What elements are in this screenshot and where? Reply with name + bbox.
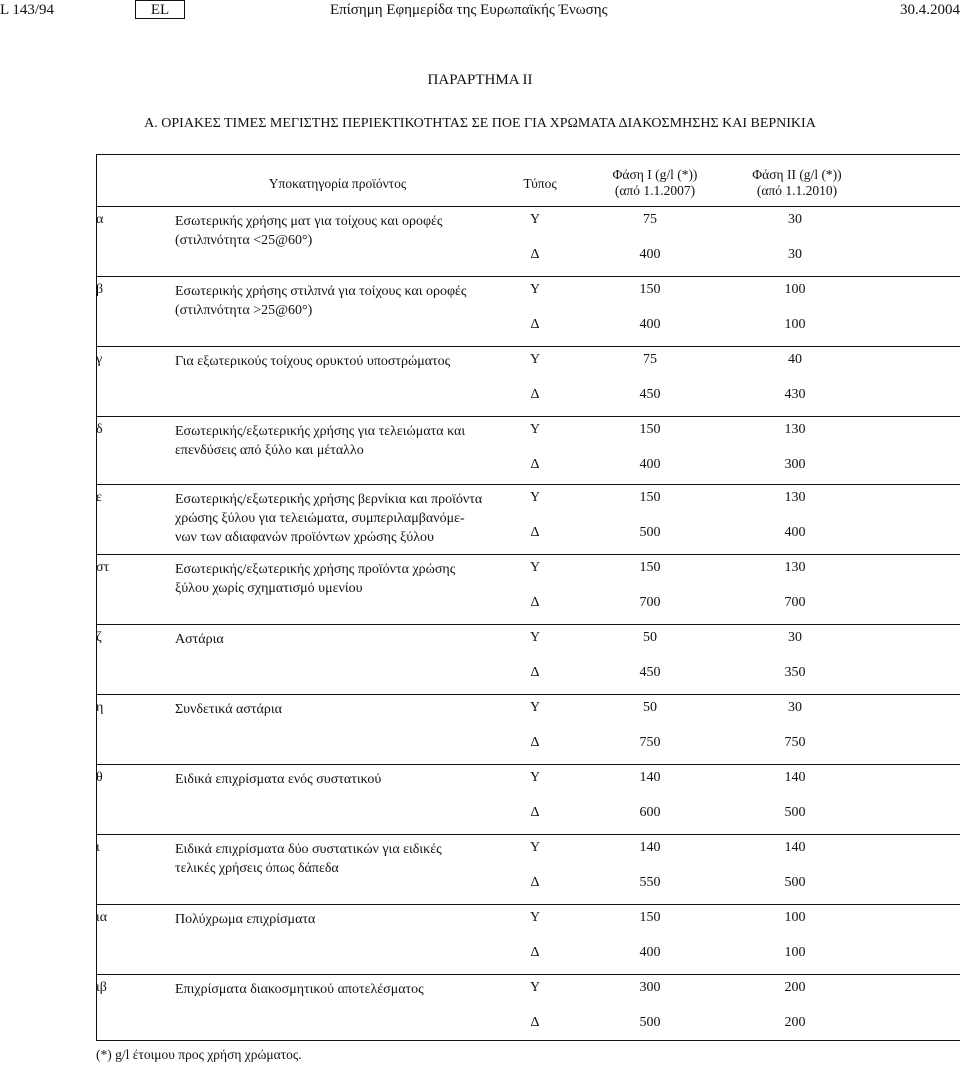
- row-letter-text: ιβ: [96, 980, 107, 995]
- phase1-value: 150: [639, 910, 661, 925]
- phase1-value: 700: [639, 595, 661, 610]
- row-description: [175, 630, 515, 649]
- table-rule: [96, 484, 960, 485]
- phase2-value: 40: [788, 352, 802, 367]
- phase2-value: 130: [784, 560, 806, 575]
- description-line: Εσωτερικής χρήσης στιλπνά για τοίχους και οροφές: [175, 284, 467, 299]
- phase1-value: 150: [639, 422, 661, 437]
- row-description: [175, 840, 515, 878]
- row-letter-text: η: [96, 700, 104, 715]
- table-rule: [96, 624, 960, 625]
- row-letter-text: δ: [96, 422, 103, 437]
- phase2-value: 140: [784, 770, 806, 785]
- row-description: [175, 422, 515, 460]
- row-description: [175, 282, 515, 320]
- table-rule: [96, 206, 960, 207]
- description-line: χρώσης ξύλου για τελειώματα, συμπεριλαμβανόμε-: [175, 511, 465, 526]
- description-line: Αστάρια: [175, 632, 224, 647]
- phase2-value: 200: [784, 980, 806, 995]
- table-rule: [96, 834, 960, 835]
- row-letter: [80, 282, 110, 298]
- phase2-value: 500: [784, 875, 806, 890]
- phase2-value: 130: [784, 490, 806, 505]
- phase1-value: 500: [639, 525, 661, 540]
- description-line: Ειδικά επιχρίσματα δύο συστατικών για ειδικές: [175, 842, 442, 857]
- phase1-value: 75: [643, 212, 657, 227]
- row-description: [175, 490, 515, 547]
- phase1-value: 500: [639, 1015, 661, 1030]
- row-description: [175, 910, 515, 929]
- description-line: (στιλπνότητα <25@60°): [175, 233, 313, 248]
- type-cell: Υ: [529, 630, 541, 645]
- type-cell: Δ: [530, 735, 540, 750]
- phase2-value: 30: [788, 700, 802, 715]
- type-cell: Υ: [529, 282, 541, 297]
- voc-limits-table: [0, 154, 960, 1054]
- type-cell: Δ: [530, 317, 540, 332]
- phase2-value: 200: [784, 1015, 806, 1030]
- phase1-value: 140: [639, 840, 661, 855]
- phase2-value: 430: [784, 387, 806, 402]
- page-header: [0, 0, 960, 24]
- phase1-value: 300: [639, 980, 661, 995]
- phase1-value: 400: [639, 457, 661, 472]
- description-line: (στιλπνότητα >25@60°): [175, 303, 313, 318]
- table-rule: [96, 346, 960, 347]
- type-cell: Υ: [529, 212, 541, 227]
- type-cell: Υ: [529, 700, 541, 715]
- description-line: Ειδικά επιχρίσματα ενός συστατικού: [175, 772, 382, 787]
- phase1-value: 50: [643, 700, 657, 715]
- type-cell: Δ: [530, 457, 540, 472]
- phase2-value: 400: [784, 525, 806, 540]
- table-rule: [96, 974, 960, 975]
- type-cell: Δ: [530, 805, 540, 820]
- row-letter-text: β: [96, 282, 104, 297]
- phase2-value: 100: [784, 945, 806, 960]
- row-description: [175, 212, 515, 250]
- row-letter-text: α: [96, 212, 104, 227]
- type-cell: Υ: [529, 910, 541, 925]
- page-reference: L 143/94: [0, 2, 55, 18]
- type-cell: Δ: [530, 1015, 540, 1030]
- header-type: Τύπος: [523, 176, 557, 191]
- row-letter: [80, 352, 110, 368]
- header-phase2: [727, 167, 867, 199]
- phase2-value: 700: [784, 595, 806, 610]
- phase2-value: 100: [784, 282, 806, 297]
- phase1-value: 75: [643, 352, 657, 367]
- type-cell: Δ: [530, 595, 540, 610]
- row-letter: [80, 700, 110, 716]
- type-cell: Δ: [530, 875, 540, 890]
- description-line: ξύλου χωρίς σχηματισμό υμενίου: [175, 581, 363, 596]
- description-line: Εσωτερικής/εξωτερικής χρήσης προϊόντα χρώσης: [175, 562, 456, 577]
- description-line: νων των αδιαφανών προϊόντων χρώσης ξύλου: [175, 530, 434, 545]
- section-title: Α. ΟΡΙΑΚΕΣ ΤΙΜΕΣ ΜΕΓΙΣΤΗΣ ΠΕΡΙΕΚΤΙΚΟΤΗΤΑΣ ΣΕ ΠΟΕ ΓΙΑ ΧΡΩΜΑΤΑ ΔΙΑΚΟΣΜΗΣΗΣ ΚΑΙ ΒΕΡΝΙΚΙΑ: [144, 116, 816, 131]
- phase1-value: 150: [639, 490, 661, 505]
- phase2-value: 30: [788, 212, 802, 227]
- phase1-value: 400: [639, 317, 661, 332]
- table-rule: [96, 764, 960, 765]
- description-line: Για εξωτερικούς τοίχους ορυκτού υποστρώματος: [175, 354, 451, 369]
- row-letter-text: ι: [96, 840, 100, 855]
- type-cell: Υ: [529, 980, 541, 995]
- phase1-value: 450: [639, 665, 661, 680]
- type-cell: Δ: [530, 665, 540, 680]
- description-line: Συνδετικά αστάρια: [175, 702, 282, 717]
- phase2-value: 350: [784, 665, 806, 680]
- row-description: [175, 770, 515, 789]
- publication-date: 30.4.2004: [900, 2, 960, 18]
- row-letter: [80, 422, 110, 438]
- type-cell: Υ: [529, 840, 541, 855]
- row-letter: [80, 630, 110, 646]
- row-description: [175, 980, 515, 999]
- phase2-value: 130: [784, 422, 806, 437]
- type-cell: Υ: [529, 352, 541, 367]
- description-line: Επιχρίσματα διακοσμητικού αποτελέσματος: [175, 982, 424, 997]
- type-cell: Υ: [529, 422, 541, 437]
- table-rule: [96, 694, 960, 695]
- type-cell: Υ: [529, 490, 541, 505]
- annex-title: ΠΑΡΑΡΤΗΜΑ II: [427, 72, 533, 88]
- row-letter-text: ε: [96, 490, 102, 505]
- description-line: Εσωτερικής/εξωτερικής χρήσης για τελειώματα και: [175, 424, 466, 439]
- phase1-value: 400: [639, 945, 661, 960]
- row-letter: [80, 212, 110, 228]
- type-cell: Υ: [529, 770, 541, 785]
- phase1-value: 140: [639, 770, 661, 785]
- row-letter: [80, 840, 110, 856]
- type-cell: Δ: [530, 525, 540, 540]
- table-rule: [96, 1040, 960, 1041]
- header-phase1: [590, 167, 720, 199]
- phase1-value: 450: [639, 387, 661, 402]
- phase1-value: 750: [639, 735, 661, 750]
- type-cell: Δ: [530, 945, 540, 960]
- row-description: [175, 352, 515, 371]
- description-line: Πολύχρωμα επιχρίσματα: [175, 912, 316, 927]
- header-phase1-date: (από 1.1.2007): [614, 183, 696, 198]
- phase1-value: 150: [639, 560, 661, 575]
- phase1-value: 400: [639, 247, 661, 262]
- description-line: Εσωτερικής/εξωτερικής χρήσης βερνίκια και προϊόντα: [175, 492, 483, 507]
- row-letter-text: στ: [96, 560, 110, 575]
- row-letter: [80, 980, 110, 996]
- phase1-value: 50: [643, 630, 657, 645]
- description-line: Εσωτερικής χρήσης ματ για τοίχους και οροφές: [175, 214, 443, 229]
- row-letter-text: ια: [96, 910, 108, 925]
- phase2-value: 750: [784, 735, 806, 750]
- phase2-value: 30: [788, 247, 802, 262]
- phase2-value: 30: [788, 630, 802, 645]
- row-letter: [80, 770, 110, 786]
- language-code-box: EL: [135, 0, 185, 19]
- row-letter-text: γ: [96, 352, 103, 367]
- phase2-value: 100: [784, 910, 806, 925]
- phase2-value: 100: [784, 317, 806, 332]
- phase2-value: 300: [784, 457, 806, 472]
- row-description: [175, 700, 515, 719]
- type-cell: Δ: [530, 247, 540, 262]
- row-description: [175, 560, 515, 598]
- phase2-value: 500: [784, 805, 806, 820]
- row-letter-text: ζ: [96, 630, 102, 645]
- phase2-value: 140: [784, 840, 806, 855]
- row-letter: [80, 560, 110, 576]
- phase1-value: 150: [639, 282, 661, 297]
- type-cell: Υ: [529, 560, 541, 575]
- description-line: τελικές χρήσεις όπως δάπεδα: [175, 861, 339, 876]
- phase1-value: 550: [639, 875, 661, 890]
- table-rule: [96, 416, 960, 417]
- row-letter-text: θ: [96, 770, 103, 785]
- table-rule: [96, 554, 960, 555]
- table-rule: [96, 154, 960, 155]
- table-rule: [96, 904, 960, 905]
- header-phase2-date: (από 1.1.2010): [756, 183, 838, 198]
- header-phase1-unit: Φάση I (g/l (*)): [612, 167, 698, 182]
- description-line: επενδύσεις από ξύλο και μέταλλο: [175, 443, 364, 458]
- header-subcategory: Υποκατηγορία προϊόντος: [268, 176, 407, 191]
- journal-title: Επίσημη Εφημερίδα της Ευρωπαϊκής Ένωσης: [330, 2, 608, 18]
- row-letter: [80, 490, 110, 506]
- header-phase2-unit: Φάση II (g/l (*)): [752, 167, 842, 182]
- row-letter: [80, 910, 110, 926]
- footnote: (*) g/l έτοιμου προς χρήση χρώματος.: [96, 1047, 302, 1062]
- phase1-value: 600: [639, 805, 661, 820]
- table-rule: [96, 276, 960, 277]
- type-cell: Δ: [530, 387, 540, 402]
